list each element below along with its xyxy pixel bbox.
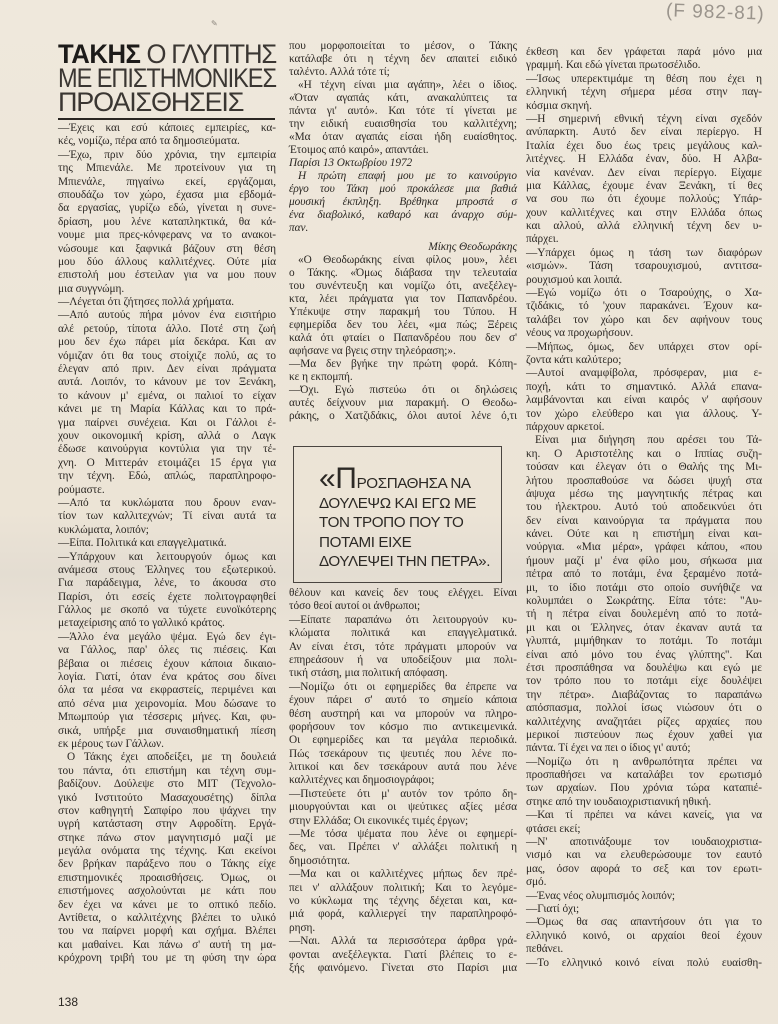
paragraph [526,957,762,970]
text-line: ποχή, κάτι το σημαντικό. Αλλά επανα- [526,380,762,393]
text-line: ανάμεσα στους Έλληνες του εξωτερικού. [58,563,276,576]
text-line: λογία. Γιατί, όταν ένα κράτος σου δίνει [58,671,276,684]
paragraph [526,903,762,916]
text-line: —Γιατί όχι; [526,903,580,915]
text-line: ρουχισμού και λοιπά. [526,273,623,286]
text-line: την πέτρα». Διαβάζοντας το παραπάνω [526,688,762,701]
text-line: «Η τέχνη είναι μια αγάπη», λέει ο ίδιος. [298,79,517,91]
text-line: αυτές δείχνουν μια παρακμή. Ο Θεοδω- [289,397,517,409]
text-line: κυκλώματα, λοιπόν; [58,523,149,536]
title-name: ΤΑΚΗΣ [58,39,141,69]
text-line: νώσουμε και ξαφνικά βάζουν στη θέση [58,242,276,255]
scan-mark: ✎ [211,19,218,28]
text-line: τίον των καλλιτεχνών; Τί είναι αυτά τα [58,510,276,523]
text-line: βαδίζουν. Δούλεψε στο ΜΙΤ (Τεχνολο- [58,778,276,791]
text-line: λιτέχνες. Η Ελλάδα έναν, δύο. Η Αλβα- [526,153,762,166]
text-line: —Το ελληνικό κοινό είναι πολύ ευαίσθη- [526,956,762,969]
paragraph [526,287,762,341]
text-line: κολυμπάει ο Σωκράτης. Είπα τότε: "Αυ- [526,595,762,608]
text-line: ρηση. [289,921,316,934]
text-line: επιστήμονες ασχολούνται με κάτι που [58,885,276,898]
text-line: Γάλλος με σκοπό να τύχετε ευνοϊκότερης [58,604,276,617]
text-line: θέση αυστηρή και να μπορούν να πληρο- [289,707,517,720]
text-line: χουν οικονομική κρίση, αλλά ο Λαγκ [58,429,276,442]
text-line: Παρίσι 13 Οκτωβρίου 1972 [289,157,413,169]
text-line: Ο Τάκης έχει αποδείξει, με τη δουλειά [67,751,276,764]
text-line: να Γάλλος, παρ' όλες τις πιέσεις. Και [58,644,276,657]
text-line: —Εγώ νομίζω ότι ο Τσαρούχης, ο Χα- [526,287,762,300]
text-line: βέβαια οι πιέσεις έχουν κάποια δικαιο- [58,657,276,670]
paragraph [58,309,276,496]
text-line: αλέ ρετούρ, τίποτα άλλο. Ποτέ στη ζωή [58,322,276,335]
paragraph [289,587,517,614]
text-line: και αλλού, αλλά ελληνική τέχνη δεν υ- [526,220,762,233]
text-line: προσπαθήσει να καταλάβει τον ερωτισμό [526,769,762,782]
paragraph [526,46,762,73]
text-line: αφήσανε να βγεις στην τηλεόραση;». [289,345,456,357]
text-line: στηκε από την ιουδαιοχριστιανική ηθική. [526,795,712,808]
text-line: «Μα όταν αγαπάς είσαι ήδη ευαίσθητος. [289,131,517,143]
text-line: πεθάνει. [526,943,564,956]
text-line: έκθεση και δεν γράφεται παρά μόνο μια [526,46,762,58]
text-line: ράκης, ο Χατζιδάκις, όλοι αυτοί λένε ό,τι [289,410,517,422]
text-line: —Και τί πρέπει να κάνει κανείς, για να [526,809,762,822]
paragraph [526,890,762,903]
text-line: χνη. Ο Μιττεράν ετοιμάζει 15 έργα για [58,456,276,469]
article-column-2-top [289,40,517,423]
text-line: επηρεάσουν ή να υποδείξουν μια πολι- [289,653,517,666]
paragraph [526,367,762,434]
text-line: δα εργασίας, γυρίζω εδώ, γίνεται η συνε- [58,202,276,215]
text-line: τική στάση, μια πολιτική απόφαση. [289,667,448,680]
text-line: της Μπιενάλε. Με προτείνουν για τη [58,162,276,175]
text-line: ταλάβει τον χώρο και δεν αφήνουν τους [526,313,762,326]
text-line: ελληνική τέχνη σήμερα μέσα στην παγ- [526,86,762,99]
text-line: —Λέγεται ότι ζήτησες πολλά χρήματα. [58,296,234,309]
text-line: γμα παίρνει συνέχεια. Και οι Γάλλοι έ- [58,416,276,429]
text-line: τον τρόπο που το ποτάμι είχε δουλέψει [526,675,762,688]
text-line: δεν είναι καινούργια τα πράγματα που [526,514,762,527]
text-line: την τέχνη. Εδώ, απλώς, παραπληροφο- [58,470,276,483]
text-line: κρόχρονη τριβή του με τη φύση την ώρα [58,952,276,965]
text-line: απόσπασμα, πολλοί ίσως νιώσουν ότι ο [526,702,762,715]
text-line: κατάλαβε ότι η τέχνη δεν απαιτεί ειδικό [289,53,517,65]
text-line: καλά ότι φταίει ο Παπανδρέου που δεν σ' [289,332,517,344]
text-line: τόσο θεοί αυτοί οι άνθρωποι; [289,600,421,613]
text-line: γικό Ινστιτούτο Μασαχουσέτης) δίπλα [58,791,276,804]
text-line: κλώματα πολιτικά και επαγγελματικά. [289,627,517,640]
text-line: νο κύκλωμα της τέχνης δέχεται και, κα- [289,894,517,907]
text-line: —Από αυτούς πήρα μόνον ένα εισιτήριο [58,309,276,322]
text-line: κτα, λέει πράγματα για τον Παπανδρέου. [289,293,517,305]
title-line3: ΠΡΟΑΙΣΘΗΣΕΙΣ [58,87,244,117]
text-line: μιουργούνται και οι ψεύτικες αξίες μέσα [289,801,517,814]
text-line: μιά φορά, καλλιεργεί την παραπληροφό- [289,908,517,921]
paragraph [526,247,762,287]
paragraph [289,170,517,235]
text-line: των αρχαίων. Που χρόνια τώρα καταπιέ- [526,782,762,795]
paragraph [289,157,517,170]
text-line: μας, όσον αφορά το σεξ και τον ερωτι- [526,862,762,875]
text-line: εκ μέρους των Γάλλων. [58,737,164,750]
text-line: —Είπα. Πολιτικά και επαγγελματικά. [58,537,227,550]
text-line: που μορφοποιείται το μέσον, ο Τάκης [289,40,517,52]
article-column-2-bottom [289,587,517,975]
text-line: πει ν' αλλάξουν πολιτική; Και το λεγόμε- [289,881,517,894]
text-line: Πώς τσεκάρουν τις ψευτιές που λένε πο- [289,747,517,760]
text-line: πάρχει. [526,233,559,246]
pull-quote-line: ΡΟΣΠΑΘΗΣΑ ΝΑ [356,475,471,492]
text-line: ξής φαινόμενο. Γίνεται στο Παρίσι μια [289,961,517,974]
text-line: καλλιτέχνης αναζητάει ρίζες αρχαίες που [526,715,762,728]
text-line: δες, ναι. Πρέπει ν' αλλάξει πολιτική η [289,841,517,854]
text-line: —Με τόσα ψέματα που λένε οι εφημερί- [289,828,517,841]
text-line: Είναι μια διήγηση που αρέσει του Τά- [535,434,762,447]
paragraph [526,836,762,890]
text-line: του να παίρνει μορφή και σχήμα. Βλέπει [58,925,276,938]
text-line: —Αυτοί αναμφίβολα, πρόσφεραν, μια ε- [526,367,762,380]
paragraph [289,614,517,681]
text-line: «Ο Θεοδωράκης είναι φίλος μου», λέει [298,254,517,266]
text-line: «ισμών». Τάση τσαρουχισμού, αντιτσα- [526,260,762,273]
text-line: νούργια. «Μια μέρα», γράφει κάπου, «που [526,541,762,554]
text-line: στον καθηγητή Σαπφίρο που ψάχνει την [58,804,276,817]
text-line: χουν καλλιτέχνες και στην Ελλάδα όπως [526,206,762,219]
text-line: Για παράδειγμα, λένε, το άκουσα στο [58,577,276,590]
text-line: —Έχεις και εσύ κάποιες εμπειρίες, κα- [58,122,276,134]
text-line: στηκε πάνω στον μαγνητισμό μαζί με [58,831,276,844]
paragraph [289,828,517,868]
paragraph [289,788,517,828]
text-line: θέλουν και κανείς δεν τους ελέγχει. Είναι [289,587,517,599]
title-line2: ΜΕ ΕΠΙΣΤΗΜΟΝΙΚΕΣ [58,63,276,93]
paragraph [58,551,276,631]
pull-quote-text [319,462,491,572]
text-line: φονται ανεξέλεγκτα. Γιατί βλέπεις το ε- [289,948,517,961]
paragraph [289,254,517,358]
text-line: ταλέντο. Αλλά τότε τί; [289,66,390,78]
text-line: —Υπάρχει όμως η τάση των διαφόρων [526,246,762,259]
text-line: μεγάλα ονόματα της τέχνης. Και εκείνοι [58,845,276,858]
text-line: πέτρα από το ποτάμι, ένα ξεραμένο ποτά- [526,568,762,581]
text-line: νέους να προχωρήσουν. [526,327,634,340]
text-line: μου δύο άλλους καλλιτέχνες. Ούτε μία [58,255,276,268]
text-line: έτσι προσπάθησα να δουλέψω και εγώ με [526,661,762,674]
text-line: «Όταν αγαπάς κάτι, ανακαλύπτεις τα [289,92,517,104]
text-line: —Ένας νέος ολυμπισμός λοιπόν; [526,889,675,902]
title-rule [58,118,275,120]
text-line: τζιδάκις, τό 'χουν παρακάνει. Έχουν κα- [526,300,762,313]
text-line: —Όχι. Εγώ πιστεύω ότι οι δηλώσεις [289,384,517,396]
paragraph [526,916,762,956]
text-line: έλεγαν από πριν. Δεν είναι πράγματα [58,363,276,376]
text-line: τή η πέτρα είναι δουλεμένη από το ποτά- [526,608,762,621]
text-line: νουμε μια πρες-κόνφερανς να το ανακοι- [58,229,276,242]
pull-quote-line: ΔΟΥΛΕΨΕΙ ΤΗΝ ΠΕΤΡΑ». [319,553,491,570]
text-line: —Μήπως, όμως, δεν υπάρχει στον ορί- [526,340,762,353]
text-line: άψυχα μέσω της μαγνητικής πέτρας και [526,487,762,500]
text-line: φτάσει εκεί; [526,822,581,835]
paragraph [526,73,762,113]
paragraph [289,358,517,384]
text-line: μου δεν έχω πάρει μία δεκάρα. Και αν [58,336,276,349]
text-line: του ήλεκτρου. Αυτό τού αποδεικνύει ότι [526,501,762,514]
pull-quote-initial: «Π [319,462,357,495]
paragraph [289,935,517,975]
text-line: λήτου προσπαθούσε να δώσει ψυχή στα [526,474,762,487]
text-line: Οι εφημερίδες και τα μεγάλα περιοδικά. [289,734,517,747]
paragraph [289,681,517,788]
text-line: κές, νομίζω, πέρα από τα δημοσιεύματα. [58,135,240,148]
text-line: νισμό και να ελευθερώσουμε τον εαυτό [526,849,762,862]
text-line: από σένα μια χειρονομία. Μου δώσανε το [58,697,276,710]
text-line: —Είπατε παραπάνω ότι λειτουργούν κυ- [289,613,517,626]
text-line: δρίαση, μου λένε καταπληκτικά, θα κά- [58,215,276,228]
text-line: του συνέντευξη και νομίζω ότι, ανεξέλεγ- [289,280,517,292]
text-line: γραμμή. Και εδώ γίνεται πρωτοσέλιδο. [526,59,701,72]
text-line: σικά, υπήρξε μια συναισθηματική πίεση [58,724,276,737]
text-line: Μίκης Θεοδωράκης [428,241,517,253]
text-line: ένα διαβολικό, καθαρό και άναρχο σύμ- [289,209,517,221]
paragraph [58,537,276,550]
paragraph [289,40,517,79]
text-line: γλυπτά, μιμήθηκαν το ποτάμι. Το ποτάμι [526,635,762,648]
text-line: μουσική έκπληξη. Βρέθηκα μπροστά σ [289,196,517,208]
text-line: καλλιτέχνες και δημοσιογράφοι; [289,774,435,787]
text-line: το κάνουν μ' εμένα, οι παλιοί το είχαν [58,389,276,402]
pull-quote-box [293,446,502,583]
text-line: —Μα και οι καλλιτέχνες μήπως δεν πρέ- [289,868,517,881]
text-line: Υπέκυψε στην παρακμή του Τύπου. Η [289,306,517,318]
text-line: κη. Ο Αριστοτέλης και ο Ιππίας συζη- [526,447,762,460]
text-line: —Όμως θα σας απαντήσουν ότι για το [526,916,762,929]
paragraph [526,756,762,810]
text-line: Μπωμπούρ για τέσσερις μήνες. Και, φυ- [58,711,276,724]
text-line: —Πιστεύετε ότι μ' αυτόν τον τρόπο δη- [289,787,517,800]
text-line: ζοντα κάτι καλύτερο; [526,353,622,366]
paragraph [58,122,276,149]
paragraph [289,79,517,157]
paragraph [289,384,517,423]
text-line: μι και οι Έλληνες, όταν έκαναν αυτά τα [526,621,762,634]
text-line: επιστολή μου έστειλαν για να μου πουν [58,269,276,282]
text-line: Μπιενάλε, πηγαίνω εκεί, εργάζομαι, [58,175,276,188]
text-line: και μαθαίνει. Και πάνω σ' αυτή τη μα- [58,938,276,951]
text-line: —Άλλο ένα μεγάλο ψέμα. Εγώ δεν έγι- [58,630,276,643]
text-line: λαμβάνονται και είναι καιρός ν' αφήσουν [526,394,762,407]
text-line: παν. [289,222,309,234]
paragraph [526,809,762,836]
text-line: δεν έχει να κάνει με το οπτικό πεδίο. [58,898,276,911]
text-line: μια συγγνώμη. [58,282,125,295]
article-column-3 [526,46,762,970]
text-line: κάνει. Ούτε και η επιστήμη είναι και- [526,528,762,541]
text-line: —Έχω, πριν δύο χρόνια, την εμπειρία [58,148,276,161]
text-line: —Νομίζω ότι οι εφημερίδες θα έπρεπε να [289,680,517,693]
text-line: επιστημονικές προαισθήσεις. Όμως, οι [58,871,276,884]
text-line: Αντίθετα, ο καλλιτέχνης βλέπει το υλικό [58,912,276,925]
text-line: —Ίσως υπερεκτιμάμε τη θέση που έχει η [526,72,762,85]
text-line: Ιταλία έχει δυο έως τρεις μεγάλους καλ- [526,139,762,152]
text-line: σμό. [526,876,547,889]
text-line: νία κανέναν. Δεν είναι περίεργο. Είχαμε [526,166,762,179]
text-line: μι, το ίδιο ποτάμι στο οποίο συνήθιζε να [526,581,762,594]
text-line: πάντα γι' αυτό». Και τότε τί γίνεται με [289,105,517,117]
paragraph [526,434,762,755]
text-line: μεταχείρισης από το γαλλικό κράτος. [58,617,225,630]
text-line: —Από τα κυκλώματα που δρουν εναν- [58,496,276,509]
text-line: Αν είναι έτσι, τότε πράγματι μπορούν να [289,640,517,653]
page-number: 138 [58,995,79,1009]
text-line: έδωσε καινούργια κοντύλια για την τέ- [58,443,276,456]
text-line: νόμιζαν ότι θα τους στοίχιζε πολύ, ας το [58,349,276,362]
paragraph [526,113,762,247]
text-line: πάντα. Τί έχει να πει ο ίδιος γι' αυτό; [526,742,691,755]
text-line: λιτικοί και δεν τσεκάρουν αυτά που λένε [289,761,517,774]
text-line: —Νομίζω ότι η ανθρωπότητα πρέπει να [526,755,762,768]
text-line: υγρή κατάσταση στην Αφροδίτη. Εργά- [58,818,276,831]
text-line: Η πρώτη επαφή μου με το καινούργιο [298,170,517,182]
paragraph [58,497,276,537]
text-line: κόσμια σκηνή. [526,99,592,112]
text-line: μια Κάλλας, έχουμε έναν Ξενάκη, τί θες [526,179,762,192]
text-line: ανύπαρκτη. Αυτό δεν είναι περίεργο. Η [526,126,762,139]
text-line: ελληνικό κοινό, οι αρχαίοι θεοί έχουν [526,929,762,942]
text-line: —Υπάρχουν και λειτουργούν όμως και [58,550,276,563]
text-line: σπουδάζω τον χώρο, έχασα μια εβδομά- [58,188,276,201]
text-line: —Ναι. Αλλά τα περισσότερα άρθρα γρά- [289,935,517,948]
paragraph [58,149,276,296]
paragraph [289,868,517,935]
text-line: ρούμαστε. [58,483,105,496]
text-line: αυτά. Λοιπόν, το κάνουν με τον Ξενάκη, [58,376,276,389]
text-line: Έτοιμος από καιρό», απαντάει. [289,144,429,156]
text-line: —Ν' αποτινάξουμε τον ιουδαιοχριστια- [526,836,762,849]
text-line: τούσαν και έλεγαν ότι ο Θαλής της Μι- [526,461,762,474]
text-line: εφημερίδα δεν του λέει, «μα πώς; Ξέρεις [289,319,517,331]
text-line: ο Τάκης. «Όμως διάβασα την τελευταία [289,267,517,279]
text-line: τον χώρο ελεύθερο και για άλλους. Υ- [526,407,762,420]
text-line: έργο του Τάκη μού προκάλεσε μια βαθιά [289,183,517,195]
paragraph [58,751,276,965]
text-line: —Η σημερινή εθνική τέχνη είναι σχεδόν [526,112,762,125]
article-title [58,39,280,117]
text-line: —Μα δεν βγήκε την πρώτη φορά. Κόπη- [289,358,517,370]
paragraph [289,241,517,254]
text-line: την ειδική ευαισθησία του καλλιτέχνη; [289,118,517,130]
text-line: πάρχουν αρκετοί. [526,420,605,433]
text-line: είναι από μόνο του ένας γλύπτης". Και [526,648,762,661]
text-line: μερικοί πιστεύουν πως έχουν χαθεί για [526,728,762,741]
paragraph [58,631,276,752]
article-column-1 [58,122,276,966]
paragraph [526,341,762,368]
text-line: φορήσουν τον κόσμο πιο αντικειμενικά. [289,720,517,733]
title-line1: Ο ΓΛΥΠΤΗΣ [146,39,277,69]
text-line: ήμουν μαζί μ' ένα φίλο μου, σήκωσα μια [526,554,762,567]
text-line: δεν βρήκαν παράξενο που ο Τάκης είχε [58,858,276,871]
text-line: όλα τα μέσα να εκφραστείς, περιμένει και [58,684,276,697]
paragraph [58,296,276,309]
text-line: να σου πω ότι έχουμε πολλούς; Υπάρ- [526,193,762,206]
handwritten-archive-note: (F 982-81) [665,0,766,25]
text-line: έχουν πάρει σ' αυτό το σημείο κάποια [289,694,517,707]
pull-quote-line: ΔΟΥΛΕΨΩ ΚΑΙ ΕΓΩ ΜΕ [319,494,477,512]
text-line: κε η εκπομπή. [289,371,353,383]
pull-quote-line: ΤΟΝ ΤΡΟΠΟ ΠΟΥ ΤΟ [319,514,464,531]
text-line: του πάντα, ότι επιστήμη και τέχνη συμ- [58,764,276,777]
pull-quote-line: ΠΟΤΑΜΙ ΕΙΧΕ [319,533,412,551]
text-line: κάνει με τη Μαρία Κάλλας και το πρά- [58,403,276,416]
text-line: στην Ελλάδα; Οι εικονικές τιμές έργων; [289,814,469,827]
text-line: δημοσιότητα. [289,854,350,867]
text-line: Παρίσι, ότι εσείς έχετε πολιτογραφηθεί [58,590,276,603]
